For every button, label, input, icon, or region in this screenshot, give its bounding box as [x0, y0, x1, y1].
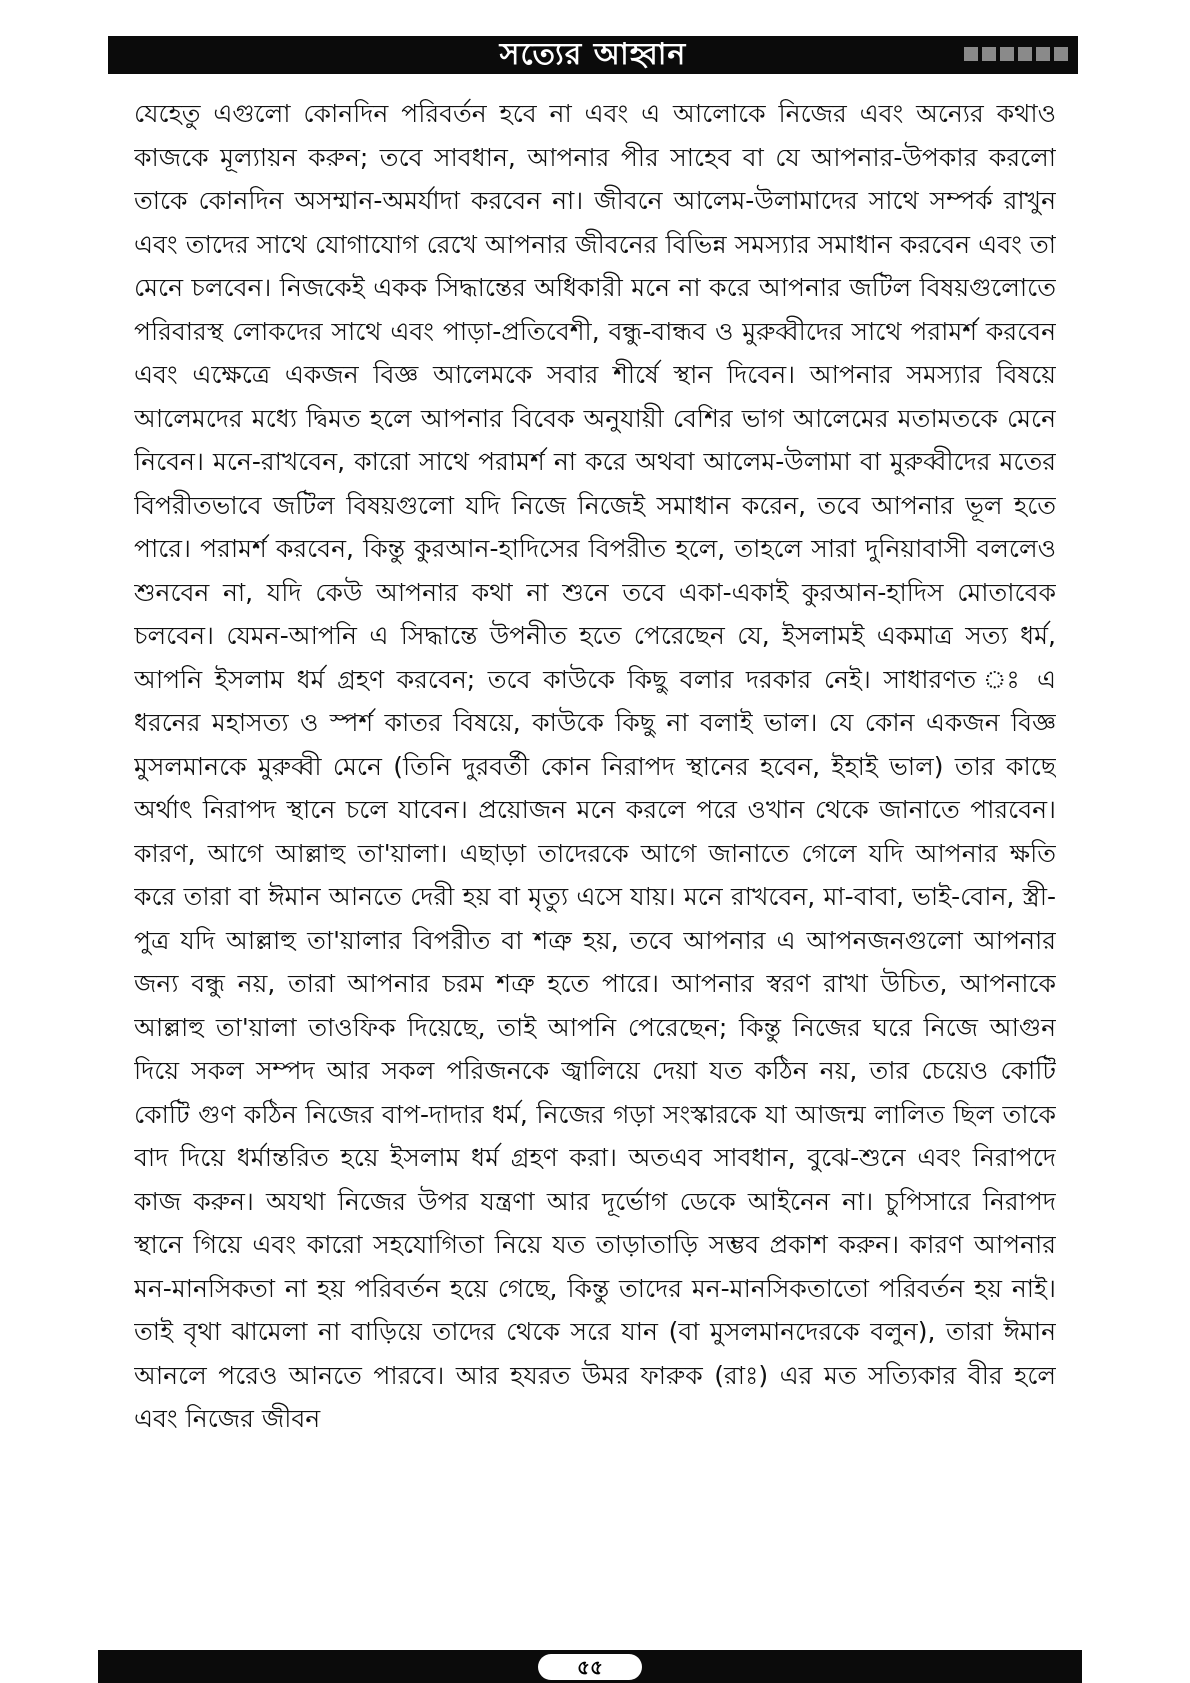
page-title: সত্যের আহ্বান: [499, 37, 687, 72]
decorative-square: [1036, 47, 1050, 61]
footer-bar: [98, 1650, 1082, 1683]
decorative-square: [1018, 47, 1032, 61]
decorative-square: [982, 47, 996, 61]
header-decoration: [964, 47, 1068, 61]
decorative-square: [1054, 47, 1068, 61]
page-number: ৫৫: [538, 1654, 642, 1680]
decorative-square: [964, 47, 978, 61]
body-paragraph: যেহেতু এগুলো কোনদিন পরিবর্তন হবে না এবং এ আলোকে নিজের এবং অন্যের কথাও কাজকে মূল্যায়ন করুন; তবে সাবধান, আপনার পীর সাহেব বা যে আপনার-উপকার করলো তাকে কোনদিন অসম্মান-অমর্যাদা করবেন না। জীবনে আলেম-উলামাদের সাথে সম্পর্ক রাখুন এবং তাদের সাথে যোগাযোগ রেখে আপনার জীবনের বিভিন্ন সমস্যার সমাধান করবেন এবং তা মেনে চলবেন। নিজকেই একক সিদ্ধান্তের অধিকারী মনে না করে আপনার জটিল বিষয়গুলোতে পরিবারস্থ লোকদের সাথে এবং পাড়া-প্রতিবেশী, বন্ধু-বান্ধব ও মুরুব্বীদের সাথে পরামর্শ করবেন এবং এক্ষেত্রে একজন বিজ্ঞ আলেমকে সবার শীর্ষে স্থান দিবেন। আপনার সমস্যার বিষয়ে আলেমদের মধ্যে দ্বিমত হলে আপনার বিবেক অনুযায়ী বেশির ভাগ আলেমের মতামতকে মেনে নিবেন। মনে-রাখবেন, কারো সাথে পরামর্শ না করে অথবা আলেম-উলামা বা মুরুব্বীদের মতের বিপরীতভাবে জটিল বিষয়গুলো যদি নিজে নিজেই সমাধান করেন, তবে আপনার ভূল হতে পারে। পরামর্শ করবেন, কিন্তু কুরআন-হাদিসের বিপরীত হলে, তাহলে সারা দুনিয়াবাসী বললেও শুনবেন না, যদি কেউ আপনার কথা না শুনে তবে একা-একাই কুরআন-হাদিস মোতাবেক চলবেন। যেমন-আপনি এ সিদ্ধান্তে উপনীত হতে পেরেছেন যে, ইসলামই একমাত্র সত্য ধর্ম, আপনি ইসলাম ধর্ম গ্রহণ করবেন; তবে কাউকে কিছু বলার দরকার নেই। সাধারণত ঃ এ ধরনের মহাসত্য ও স্পর্শ কাতর বিষয়ে, কাউকে কিছু না বলাই ভাল। যে কোন একজন বিজ্ঞ মুসলমানকে মুরুব্বী মেনে (তিনি দুরবর্তী কোন নিরাপদ স্থানের হবেন, ইহাই ভাল) তার কাছে অর্থাৎ নিরাপদ স্থানে চলে যাবেন। প্রয়োজন মনে করলে পরে ওখান থেকে জানাতে পারবেন। কারণ, আগে আল্লাহু তা'য়ালা। এছাড়া তাদেরকে আগে জানাতে গেলে যদি আপনার ক্ষতি করে তারা বা ঈমান আনতে দেরী হয় বা মৃত্যু এসে যায়। মনে রাখবেন, মা-বাবা, ভাই-বোন, স্ত্রী-পুত্র যদি আল্লাহু তা'য়ালার বিপরীত বা শত্রু হয়, তবে আপনার এ আপনজনগুলো আপনার জন্য বন্ধু নয়, তারা আপনার চরম শত্রু হতে পারে। আপনার স্বরণ রাখা উচিত, আপনাকে আল্লাহু তা'য়ালা তাওফিক দিয়েছে, তাই আপনি পেরেছেন; কিন্তু নিজের ঘরে নিজে আগুন দিয়ে সকল সম্পদ আর সকল পরিজনকে জ্বালিয়ে দেয়া যত কঠিন নয়, তার চেয়েও কোটি কোটি গুণ কঠিন নিজের বাপ-দাদার ধর্ম, নিজের গড়া সংস্কারকে যা আজন্ম লালিত ছিল তাকে বাদ দিয়ে ধর্মান্তরিত হয়ে ইসলাম ধর্ম গ্রহণ করা। অতএব সাবধান, বুঝে-শুনে এবং নিরাপদে কাজ করুন। অযথা নিজের উপর যন্ত্রণা আর দূর্ভোগ ডেকে আইনেন না। চুপিসারে নিরাপদ স্থানে গিয়ে এবং কারো সহযোগিতা নিয়ে যত তাড়াতাড়ি সম্ভব প্রকাশ করুন। কারণ আপনার মন-মানসিকতা না হয় পরিবর্তন হয়ে গেছে, কিন্তু তাদের মন-মানসিকতাতো পরিবর্তন হয় নাই। তাই বৃথা ঝামেলা না বাড়িয়ে তাদের থেকে সরে যান (বা মুসলমানদেরকে বলুন), তারা ঈমান আনলে পরেও আনতে পারবে। আর হযরত উমর ফারুক (রাঃ) এর মত সত্যিকার বীর হলে এবং নিজের জীবন: [134, 99, 1056, 1433]
decorative-square: [1000, 47, 1014, 61]
header-bar: [108, 36, 1078, 74]
